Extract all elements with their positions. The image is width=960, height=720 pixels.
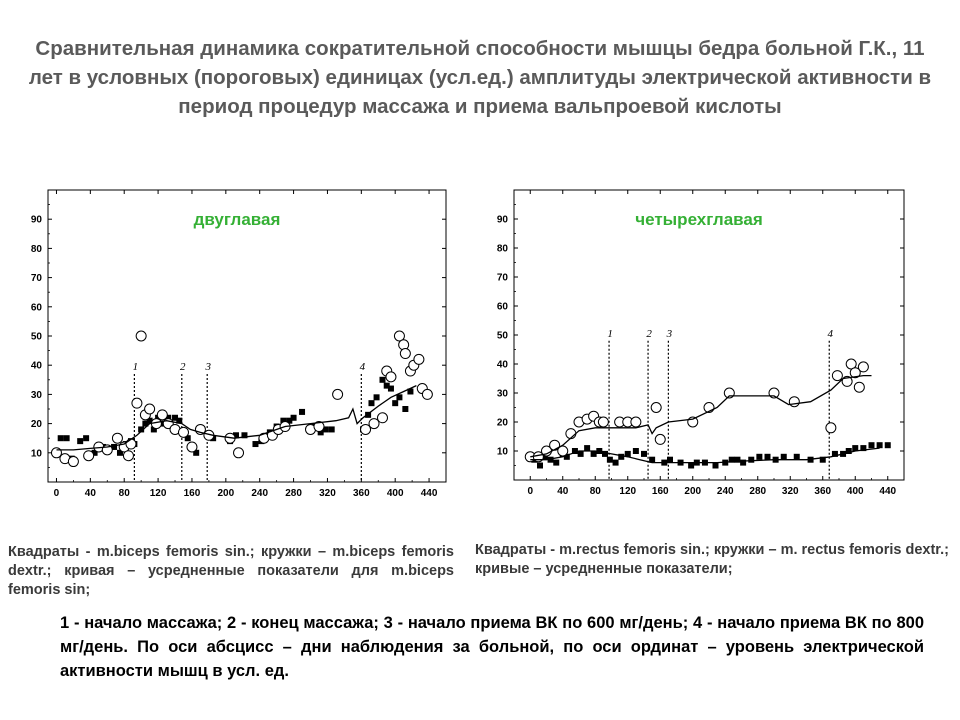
y-tick-label: 60: [30, 302, 42, 314]
circle-point: [832, 371, 842, 381]
square-point: [252, 441, 258, 447]
x-tick-label: 40: [557, 486, 569, 497]
event-marker-label: 1: [132, 360, 139, 373]
x-tick-label: 240: [251, 488, 269, 499]
circle-point: [333, 389, 343, 399]
circle-point: [651, 403, 661, 413]
square-point: [83, 435, 89, 441]
circle-point: [84, 451, 94, 461]
circle-point: [858, 362, 868, 372]
y-tick-label: 30: [496, 388, 508, 400]
circle-point: [68, 457, 78, 467]
square-point: [748, 457, 754, 463]
event-marker-label: 3: [205, 360, 211, 373]
circle-point: [136, 331, 146, 341]
y-tick-label: 80: [30, 243, 42, 255]
x-tick-label: 400: [846, 486, 864, 497]
square-point: [379, 377, 385, 383]
square-point: [299, 409, 305, 415]
circle-point: [112, 433, 122, 443]
y-tick-label: 70: [30, 273, 42, 285]
x-tick-label: 440: [879, 486, 897, 497]
x-tick-label: 280: [749, 486, 767, 497]
event-marker-label: 3: [666, 327, 673, 340]
circle-point: [386, 372, 396, 382]
square-point: [641, 451, 647, 457]
x-tick-label: 200: [217, 488, 235, 499]
x-tick-label: 280: [285, 488, 302, 499]
square-point: [584, 445, 590, 451]
square-point: [374, 394, 380, 400]
y-tick-label: 80: [496, 243, 508, 255]
panel-label: четырехглавая: [635, 210, 763, 229]
x-tick-label: 320: [781, 486, 799, 497]
caption-left: Квадраты - m.biceps femoris sin.; кружки – m.biceps femoris dextr.; кривая – усредненные показатели для m.biceps femoris sin;: [8, 544, 454, 598]
x-tick-label: 320: [319, 488, 336, 499]
circle-point: [414, 354, 424, 364]
x-tick-label: 360: [814, 486, 832, 497]
y-tick-label: 40: [30, 360, 42, 372]
chart-biceps: [14, 182, 454, 500]
x-tick-label: 80: [118, 488, 130, 499]
circle-point: [123, 451, 133, 461]
event-marker-label: 2: [646, 327, 652, 340]
circle-point: [826, 423, 836, 433]
y-tick-label: 50: [30, 331, 42, 343]
circle-point: [145, 404, 155, 414]
square-point: [869, 442, 875, 448]
circle-point: [132, 398, 142, 408]
square-point: [667, 457, 673, 463]
square-point: [329, 426, 335, 432]
y-tick-label: 10: [496, 446, 508, 458]
series-line: [530, 376, 871, 457]
circle-point: [655, 434, 665, 444]
square-point: [388, 386, 394, 392]
square-point: [607, 457, 613, 463]
y-tick-label: 40: [496, 359, 508, 371]
x-tick-label: 0: [53, 488, 60, 499]
x-tick-label: 440: [420, 488, 438, 499]
y-tick-label: 30: [30, 389, 42, 401]
x-tick-label: 120: [619, 486, 637, 497]
chart-rectus: [484, 184, 920, 500]
circle-point: [157, 410, 167, 420]
x-tick-label: 200: [684, 486, 702, 497]
y-tick-label: 90: [30, 214, 42, 226]
circle-point: [400, 349, 410, 359]
square-point: [392, 400, 398, 406]
legend-note: 1 - начало массажа; 2 - конец массажа; 3 - начало приема ВК по 600 мг/день; 4 - начало приема ВК по 800 мг/день. По оси абсцисс – дни наблюдения за больной, по оси ординат – уровень электрической активности мышц в усл. ед.: [60, 614, 924, 680]
square-point: [58, 435, 64, 441]
circle-point: [598, 417, 608, 427]
caption-right: Квадраты - m.rectus femoris sin.; кружки – m. rectus femoris dextr.; кривые – усредненные показатели;: [475, 542, 950, 577]
circle-point: [854, 382, 864, 392]
square-point: [765, 454, 771, 460]
y-tick-label: 20: [496, 417, 508, 429]
square-point: [885, 442, 891, 448]
x-tick-label: 80: [589, 486, 601, 497]
square-point: [396, 394, 402, 400]
x-tick-label: 160: [651, 486, 669, 497]
circle-point: [377, 413, 387, 423]
circle-point: [178, 427, 188, 437]
square-point: [633, 448, 639, 454]
series-line: [57, 386, 417, 450]
square-point: [613, 460, 619, 466]
square-point: [713, 463, 719, 469]
y-tick-label: 10: [30, 448, 42, 460]
event-marker-label: 1: [607, 327, 613, 340]
y-tick-label: 90: [496, 214, 508, 226]
square-point: [291, 415, 297, 421]
circle-point: [789, 397, 799, 407]
x-tick-label: 120: [149, 488, 167, 499]
slide-title: Сравнительная динамика сократительной способности мышцы бедра больной Г.К., 11 лет в условных (пороговых) единицах (усл.ед.) амплитуды электрической активности в период процедур массажа и приема вальпроевой кислоты: [28, 37, 932, 118]
circle-point: [631, 417, 641, 427]
x-tick-label: 360: [352, 488, 370, 499]
circle-point: [566, 429, 576, 439]
y-tick-label: 20: [30, 419, 42, 431]
x-tick-label: 240: [716, 486, 734, 497]
panel-label: двуглавая: [193, 210, 281, 229]
square-point: [781, 454, 787, 460]
square-point: [77, 438, 83, 444]
event-marker-label: 4: [827, 327, 833, 340]
y-tick-label: 50: [496, 330, 508, 342]
circle-point: [126, 439, 136, 449]
square-point: [688, 463, 694, 469]
square-point: [64, 435, 70, 441]
square-point: [591, 451, 597, 457]
circle-point: [187, 442, 197, 452]
circle-point: [422, 389, 432, 399]
x-tick-label: 160: [183, 488, 201, 499]
circle-point: [234, 448, 244, 458]
square-point: [402, 406, 408, 412]
y-tick-label: 60: [496, 301, 508, 313]
square-point: [537, 463, 543, 469]
event-marker-label: 2: [180, 360, 186, 373]
square-point: [368, 400, 374, 406]
x-tick-label: 400: [386, 488, 404, 499]
x-tick-label: 0: [527, 486, 534, 497]
square-point: [756, 454, 762, 460]
x-tick-label: 40: [84, 488, 96, 499]
square-point: [553, 460, 559, 466]
circle-point: [399, 340, 409, 350]
event-marker-label: 4: [359, 360, 366, 373]
square-point: [794, 454, 800, 460]
y-tick-label: 70: [496, 272, 508, 284]
square-point: [877, 442, 883, 448]
